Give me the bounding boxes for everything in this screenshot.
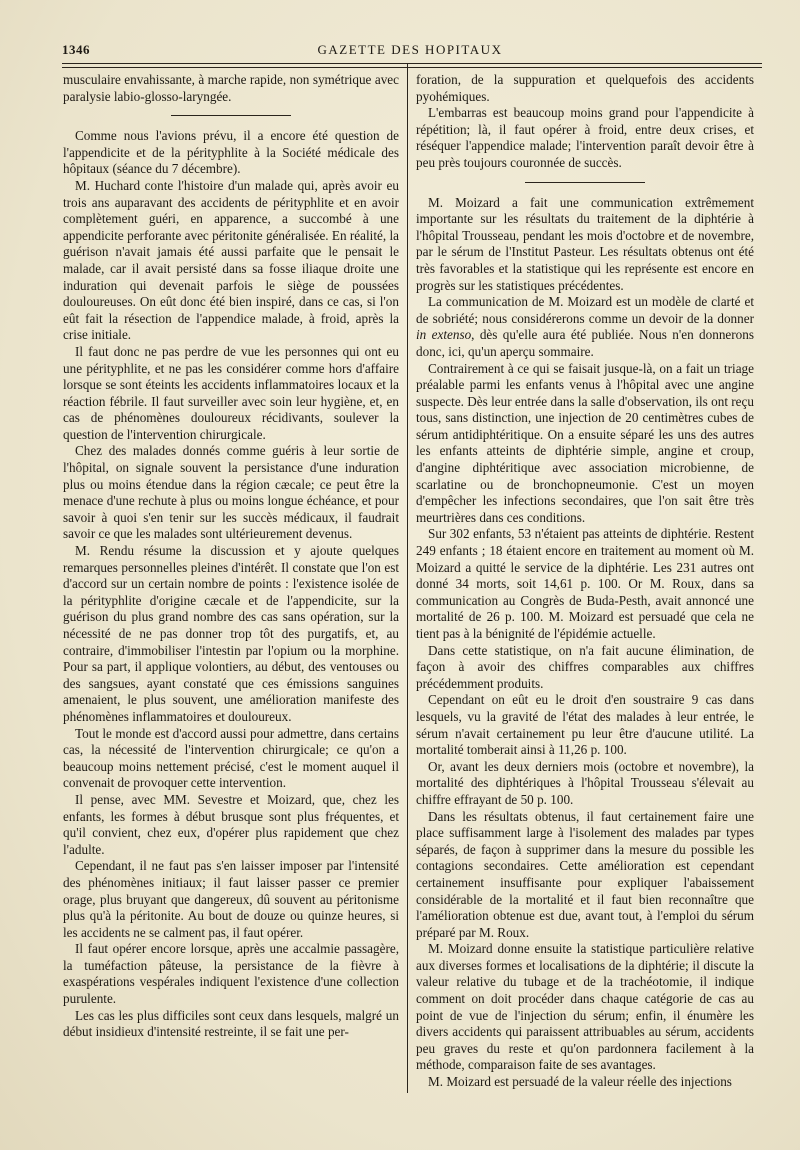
paragraph: Or, avant les deux derniers mois (octobre et novembre), la mortalité des diphtériques à l'hôpital Trousseau s'élevait au chiffre effrayant de 50 p. 100.: [416, 758, 754, 807]
italic-phrase: in extenso: [416, 327, 472, 343]
section-separator: [171, 115, 291, 116]
page-number: 1346: [62, 42, 90, 57]
paragraph: L'embarras est beaucoup moins grand pour l'appendicite à répétition; là, il faut opérer à froid, entre deux crises, et réséquer l'appendice malade; l'intervention paraît devoir être à peu près toujours couronnée de succès.: [416, 105, 754, 170]
paragraph: M. Huchard conte l'histoire d'un malade qui, après avoir eu trois ans auparavant des accidents de pérityphlite et en avoir complètement guéri, en apparence, a succombé à une appendicite perforante avec péritonite généralisée. En réalité, la guérison n'avait jamais été aussi parfaite que le pensait le malade, car il avait persisté dans sa fosse iliaque droite une induration qui devenait parfois le siège de poussées douloureuses. On eût donc été bien inspiré, dans ce cas, si l'on eût fait la résection de l'appendice malade, à froid, après la crise initiale.: [63, 177, 399, 343]
paragraph: musculaire envahissante, à marche rapide, non symétrique avec paralysie labio-glosso-laryngée.: [63, 72, 399, 104]
paragraph: [416, 294, 754, 360]
paragraph: Cependant, il ne faut pas s'en laisser imposer par l'intensité des phénomènes initiaux; il faut laisser passer ce premier orage, plus bruyant que dangereux, dû souvent au péritonisme plus qu'à la péritonite. Au bout de douze ou quinze heures, si les accidents ne se calment pas, il faut opérer.: [63, 858, 399, 940]
header-rule: [62, 63, 762, 64]
paragraph: Les cas les plus difficiles sont ceux dans lesquels, malgré un début insidieux d'intensité restreinte, il se fait une per-: [63, 1007, 399, 1040]
paragraph: M. Moizard a fait une communication extrêmement importante sur les résultats du traitement de la diphtérie à l'hôpital Trousseau, pendant les mois d'octobre et de novembre, par le sérum de l'Institut Pasteur. Les résultats obtenus ont été très favorables et la statistique qui les représente est encore en progrès sur les statistiques précédentes.: [416, 194, 754, 293]
paragraph: foration, de la suppuration et quelquefois des accidents pyohémiques.: [416, 72, 754, 104]
text-run: , dès qu'elle aura été publiée. Nous n'en donnerons donc, ici, qu'un aperçu sommaire.: [416, 327, 754, 359]
paragraph: Comme nous l'avions prévu, il a encore été question de l'appendicite et de la pérityphlite à la Société médicale des hôpitaux (séance du 7 décembre).: [63, 128, 399, 177]
paragraph: M. Moizard est persuadé de la valeur réelle des injections: [428, 1074, 732, 1090]
right-column: [416, 72, 754, 1091]
paragraph: Il pense, avec MM. Sevestre et Moizard, que, chez les enfants, les formes à début brusque sont plus fréquentes, et qu'il convient, chez eux, d'opérer plus rapidement que chez l'adulte.: [63, 791, 399, 857]
paragraph: Il faut opérer encore lorsque, après une accalmie passagère, la tuméfaction pâteuse, la persistance de la fièvre à exaspérations vespérales indiquent l'existence d'une collection purulente.: [63, 941, 399, 1007]
page-header: [60, 38, 760, 64]
paragraph: Sur 302 enfants, 53 n'étaient pas atteints de diphtérie. Restent 249 enfants ; 18 étaient encore en traitement au moment où M. Moizard a quitté le service de la diphtérie. Les 231 autres ont donné 34 morts, soit 14,61 p. 100. Or M. Roux, dans sa communication au Congrès de Buda-Pesth, avait annoncé une mortalité de 26 p. 100. M. Moizard est persuadé que cela ne tient pas à la bénignité de l'épidémie actuelle.: [416, 526, 754, 641]
paragraph: Il faut donc ne pas perdre de vue les personnes qui ont eu une pérityphlite, et ne pas les considérer comme hors d'affaire lorsque se sont éteints les accidents inflammatoires locaux et la réaction fébrile. Il faut surveiller avec soin leur hygiène, et, en cas de phénomènes douloureux récidivants, soulever la question de l'intervention chirurgicale.: [63, 343, 399, 442]
paragraph: M. Moizard donne ensuite la statistique particulière relative aux diverses formes et localisations de la diphtérie; il discute la valeur relative du tubage et de la trachéotomie, il indique comment on doit procéder dans chaque catégorie de cas au point de vue de l'injection du sérum; enfin, il énumère les divers accidents qui paraissent attribuables au sérum, accidents peu graves du reste et qu'on pardonnera facilement à la méthode, comparaison faite de ses avantages.: [416, 941, 754, 1073]
paragraph: Chez des malades donnés comme guéris à leur sortie de l'hôpital, on signale souvent la persistance d'une induration plus ou moins étendue dans la région cæcale; ce peut être la menace d'une rechute à plus ou moins longue échéance, et pour savoir à quoi s'en tenir sur les succès médicaux, il faudrait savoir ce que les malades sont ultérieurement devenus.: [63, 443, 399, 542]
paragraph: Contrairement à ce qui se faisait jusque-là, on a fait un triage préalable parmi les enfants venus à l'hôpital avec une angine suspecte. Dès leur entrée dans la salle d'observation, ils ont reçu tous, sans distinction, une injection de 20 centimètres cubes de sérum antidiphtéritique. On a ensuite séparé les uns des autres les enfants atteints de diphtérie simple, angine et croup, d'angine diphtéritique avec association microbienne, de scarlatine ou de bronchopneumonie. C'est un moyen d'empêcher les infections secondaires, que l'on sait être très meurtrières dans ces conditions.: [416, 360, 754, 525]
left-column: [63, 72, 399, 1041]
section-separator: [525, 182, 645, 183]
paragraph: Dans cette statistique, on n'a fait aucune élimination, de façon à avoir des chiffres comparables aux chiffres précédemment produits.: [416, 642, 754, 691]
text-run: La communication de M. Moizard est un modèle de clarté et de sobriété; nous considérerons comme un devoir de la donner: [416, 294, 754, 326]
header-rule-thin: [62, 67, 762, 68]
paragraph: Tout le monde est d'accord aussi pour admettre, dans certains cas, la nécessité de l'intervention chirurgicale; ce qu'on a beaucoup moins nettement précisé, c'est le moment auquel il convenait de provoquer cette intervention.: [63, 725, 399, 791]
paragraph: M. Rendu résume la discussion et y ajoute quelques remarques personnelles pleines d'intérêt. Il constate que l'on est d'accord sur un certain nombre de points : l'existence isolée de la pérityphlite d'origine cæcale et de l'appendicite, sur la guérison du plus grand nombre des cas sans opération, sur la nécessité de ne pas donner trop tôt des purgatifs, et, au contraire, d'immobiliser l'intestin par l'opium ou la morphine. Pour sa part, il applique volontiers, au début, des ventouses ou des sangsues, ayant constaté que ces émissions sanguines amenaient, le plus souvent, une amélioration manifeste des phénomènes inflammatoires et douloureux.: [63, 543, 399, 724]
column-divider: [407, 63, 408, 1093]
paragraph: Cependant on eût eu le droit d'en soustraire 9 cas dans lesquels, vu la gravité de l'état des malades à leur entrée, le sérum n'avait certainement pu leur être d'aucune utilité. La mortalité tomberait ainsi à 11,26 p. 100.: [416, 692, 754, 758]
journal-title: GAZETTE DES HOPITAUX: [317, 42, 503, 57]
paragraph: Dans les résultats obtenus, il faut certainement faire une place suffisamment large à l'isolement des malades par types séparés, de façon à supprimer dans la mesure du possible les contagions secondaires. Cette amélioration est cependant certainement insuffisante pour expliquer l'abaissement considérable de la mortalité et il faut bien reconnaître que l'amélioration obtenue est due, avant tout, à l'emploi du sérum préparé par M. Roux.: [416, 808, 754, 940]
